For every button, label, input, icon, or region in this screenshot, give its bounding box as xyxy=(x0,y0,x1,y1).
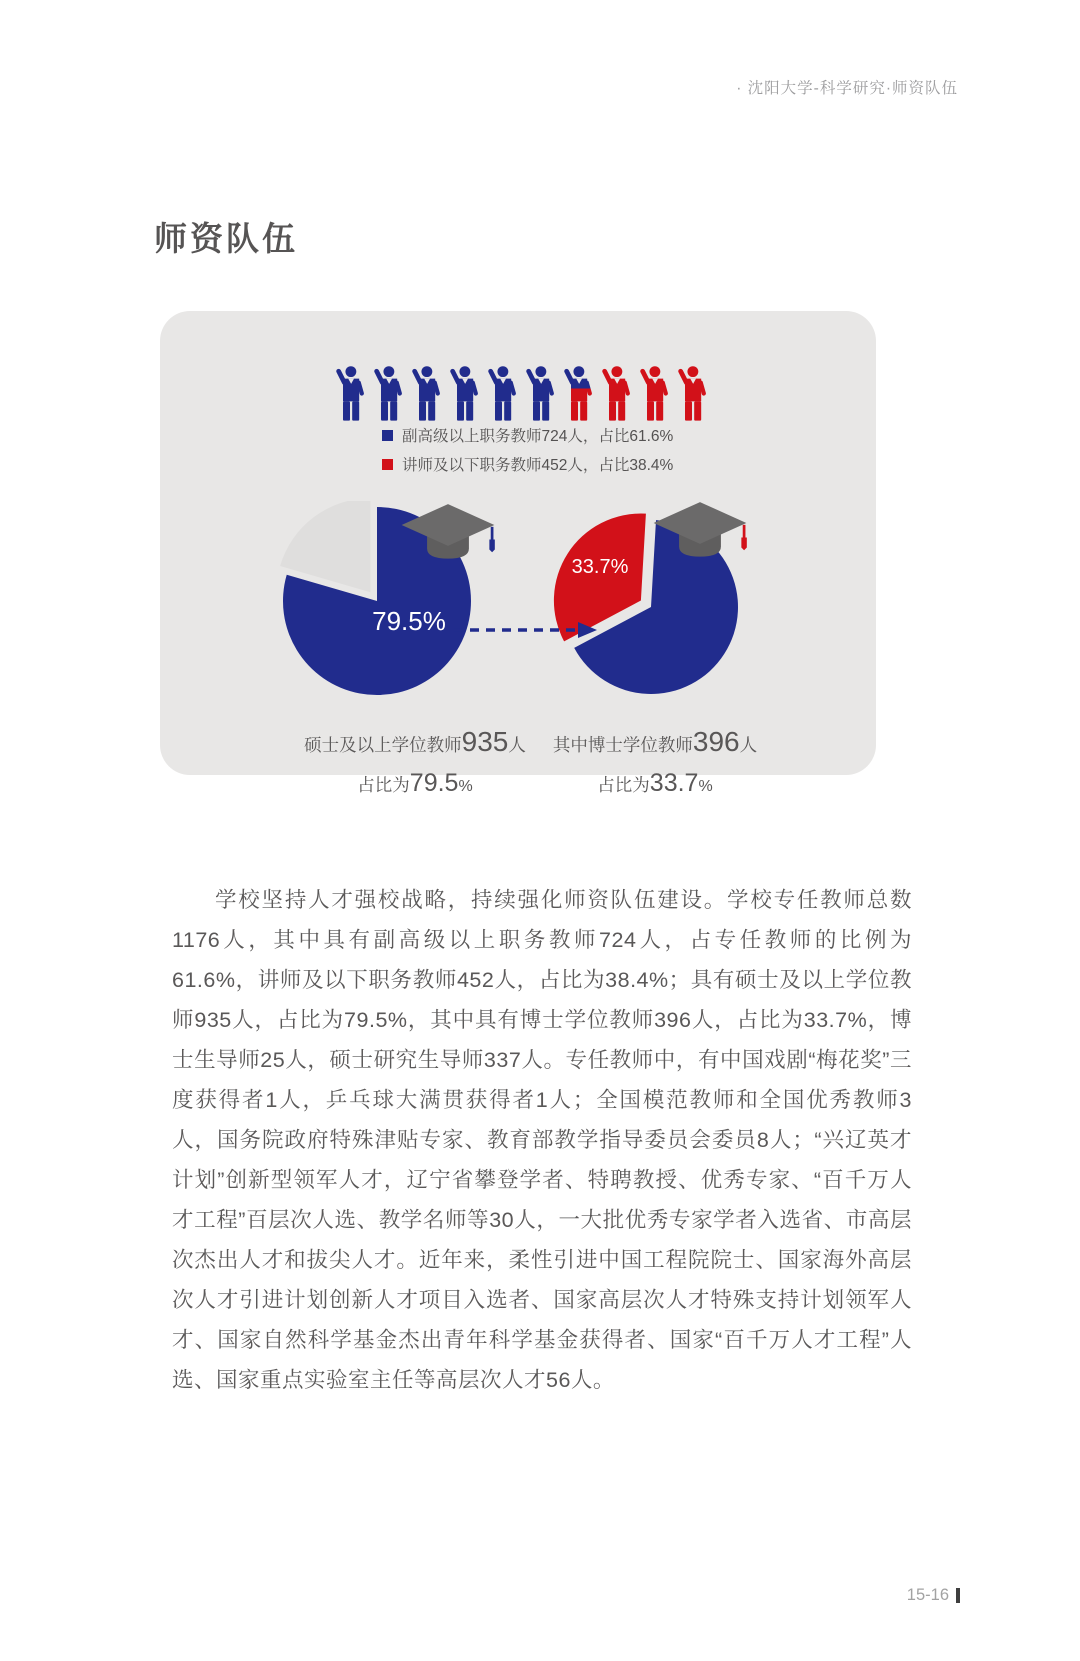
infographic-card xyxy=(160,311,876,797)
pie-caption-doctors xyxy=(495,725,815,798)
legend-swatch-blue xyxy=(382,430,393,441)
person-icon xyxy=(488,362,516,425)
pictogram-row xyxy=(336,362,706,425)
caption-text: 占比为 xyxy=(597,774,650,795)
legend-item-senior xyxy=(382,424,673,446)
caption-number: 396 xyxy=(692,726,740,757)
legend-label: 副高级以上职务教师724人，占比61.6% xyxy=(402,428,674,445)
person-icon xyxy=(640,362,668,425)
legend-swatch-red xyxy=(382,459,393,470)
graduation-cap-icon xyxy=(398,500,498,570)
caption-line xyxy=(495,768,815,798)
person-icon xyxy=(412,362,440,425)
body-paragraph: 学校坚持人才强校战略，持续强化师资队伍建设。学校专任教师总数1176人，其中具有副高级以上职务教师724人，占专任教师的比例为61.6%，讲师及以下职务教师452人，占比为38.4%；具有硕士及以上学位教师935人，占比为79.5%，其中具有博士学位教师396人，占比为33.7%，博士生导师25人，硕士研究生导师337人。专任教师中，有中国戏剧“梅花奖”三度获得者1人，乒乓球大满贯获得者1人；全国模范教师和全国优秀教师3人，国务院政府特殊津贴专家、教育部教学指导委员会委员8人；“兴辽英才计划”创新型领军人才，辽宁省攀登学者、特聘教授、优秀专家、“百千万人才工程”百层次人选、教学名师等30人，一大批优秀专家学者入选省、市高层次杰出人才和拔尖人才。近年来，柔性引进中国工程院院士、国家海外高层次人才引进计划创新人才项目入选者、国家高层次人才特殊支持计划领军人才、国家自然科学基金杰出青年科学基金获得者、国家“百千万人才工程”人选、国家重点实验室主任等高层次人才56人。 xyxy=(172,888,912,1392)
caption-text: 人 xyxy=(739,735,758,755)
caption-text: % xyxy=(698,777,713,795)
dashed-arrow-icon xyxy=(452,620,602,640)
person-icon xyxy=(336,362,364,425)
person-icon xyxy=(602,362,630,425)
page-number xyxy=(907,1586,960,1605)
caption-text: 其中博士学位教师 xyxy=(552,735,693,755)
person-icon xyxy=(678,362,706,425)
legend-label: 讲师及以下职务教师452人，占比38.4% xyxy=(402,457,674,474)
legend xyxy=(382,424,673,482)
page-number-text: 15-16 xyxy=(906,1586,949,1604)
svg-text:33.7%: 33.7% xyxy=(571,556,629,578)
caption-text: 硕士及以上学位教师 xyxy=(304,735,462,755)
caption-text: 占比为 xyxy=(357,774,410,795)
graduation-cap-icon xyxy=(650,498,750,568)
legend-item-lecturer xyxy=(382,453,673,475)
person-icon xyxy=(450,362,478,425)
caption-text: 人 xyxy=(508,735,526,755)
caption-number: 79.5 xyxy=(409,768,459,797)
page-number-bar xyxy=(956,1588,960,1603)
page-header: · 沈阳大学-科学研究·师资队伍 xyxy=(736,80,958,97)
person-icon xyxy=(526,362,554,425)
caption-number: 33.7 xyxy=(649,768,699,797)
page-title: 师资队伍 xyxy=(154,220,298,257)
caption-number: 935 xyxy=(461,726,509,757)
caption-line xyxy=(495,725,815,759)
person-icon xyxy=(374,362,402,425)
person-icon xyxy=(564,362,592,425)
svg-text:79.5%: 79.5% xyxy=(372,606,446,636)
caption-text: % xyxy=(458,777,473,795)
